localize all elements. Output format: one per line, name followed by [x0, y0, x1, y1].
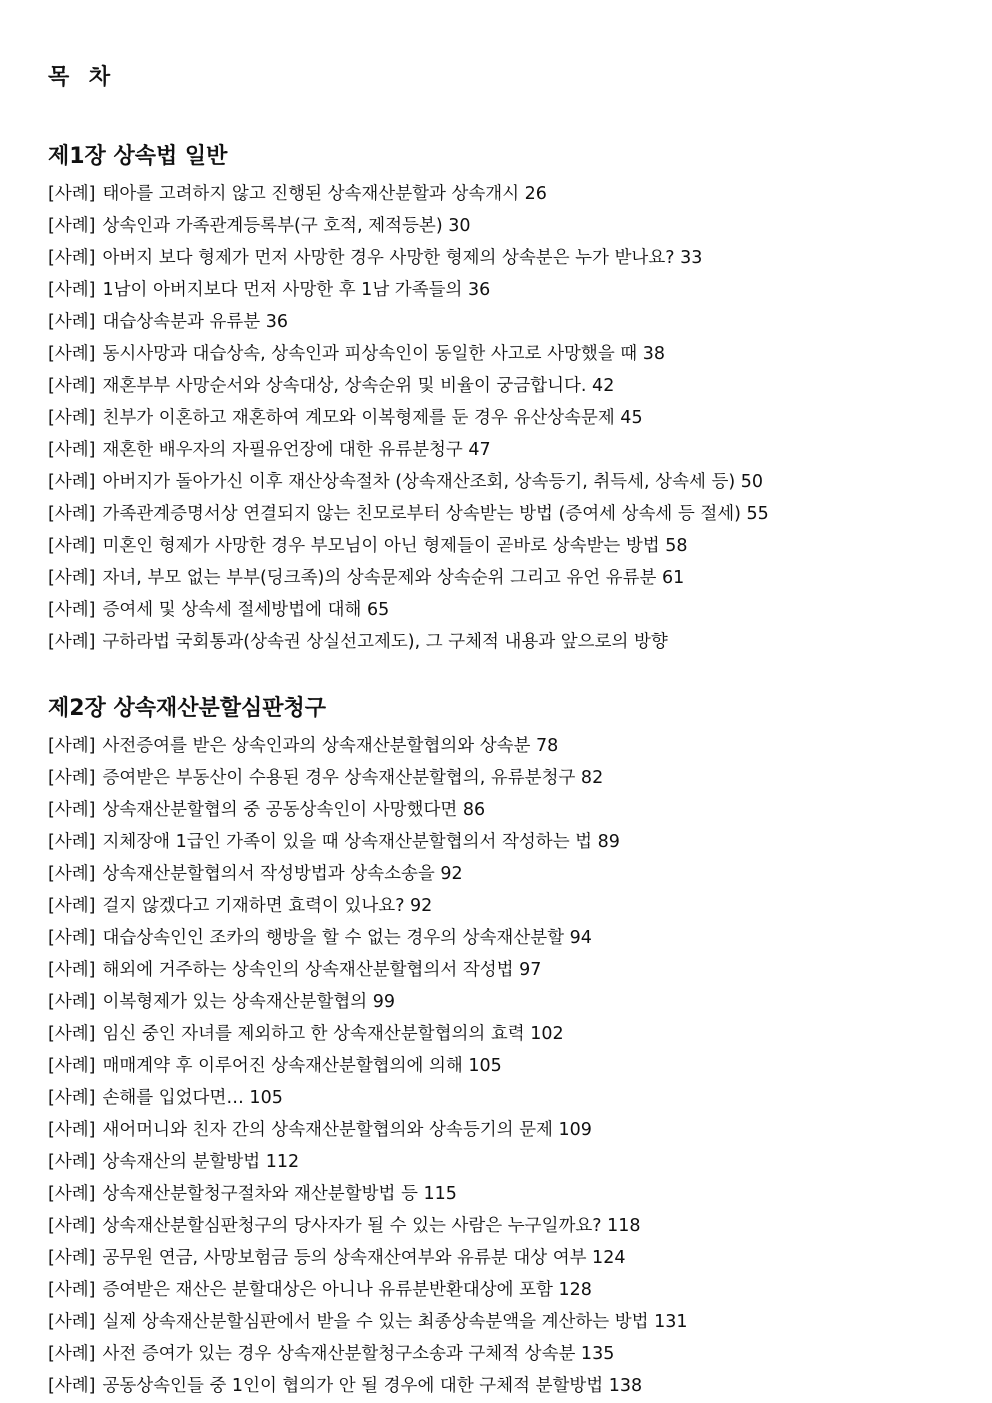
- toc-entry: [48, 762, 968, 794]
- entry-tag: [사례]: [48, 312, 96, 332]
- entry-tag: [사례]: [48, 992, 96, 1012]
- entry-tag: [사례]: [48, 440, 96, 460]
- toc-entry: [48, 1242, 968, 1274]
- entry-tag: [사례]: [48, 800, 96, 820]
- entry-tag: [사례]: [48, 736, 96, 756]
- entry-tag: [사례]: [48, 1056, 96, 1076]
- entry-tag: [사례]: [48, 344, 96, 364]
- entry-text: 가족관계증명서상 연결되지 않는 친모로부터 상속받는 방법 (증여세 상속세 등 절세) 55: [102, 504, 769, 524]
- entry-tag: [사례]: [48, 280, 96, 300]
- entry-tag: [사례]: [48, 896, 96, 916]
- entry-text: 아버지가 돌아가신 이후 재산상속절차 (상속재산조회, 상속등기, 취득세, 상속세 등) 50: [102, 472, 764, 492]
- entry-tag: [사례]: [48, 1312, 96, 1332]
- toc-entry: [48, 858, 968, 890]
- entry-tag: [사례]: [48, 408, 96, 428]
- entry-tag: [사례]: [48, 864, 96, 884]
- toc-entry: [48, 530, 968, 562]
- toc-entry: [48, 274, 968, 306]
- toc-entry: [48, 1274, 968, 1306]
- entry-text: 사전증여를 받은 상속인과의 상속재산분할협의와 상속분 78: [102, 736, 559, 756]
- entry-tag: [사례]: [48, 600, 96, 620]
- entry-tag: [사례]: [48, 1376, 96, 1396]
- entry-text: 상속재산분할청구절차와 재산분할방법 등 115: [102, 1184, 457, 1204]
- entry-tag: [사례]: [48, 184, 96, 204]
- toc-entry: [48, 954, 968, 986]
- toc-entry: [48, 370, 968, 402]
- entry-text: 동시사망과 대습상속, 상속인과 피상속인이 동일한 사고로 사망했을 때 38: [102, 344, 666, 364]
- entry-tag: [사례]: [48, 1248, 96, 1268]
- entry-text: 자녀, 부모 없는 부부(딩크족)의 상속문제와 상속순위 그리고 유언 유류분 61: [102, 568, 685, 588]
- entry-tag: [사례]: [48, 928, 96, 948]
- entry-text: 상속재산분할협의 중 공동상속인이 사망했다면 86: [102, 800, 486, 820]
- toc-entry: [48, 922, 968, 954]
- entry-text: 임신 중인 자녀를 제외하고 한 상속재산분할협의의 효력 102: [102, 1024, 564, 1044]
- entry-tag: [사례]: [48, 1280, 96, 1300]
- entry-tag: [사례]: [48, 1024, 96, 1044]
- toc-entry: [48, 730, 968, 762]
- chapter-title: 제1장 상속법 일반: [48, 144, 228, 169]
- entry-tag: [사례]: [48, 1088, 96, 1108]
- entry-tag: [사례]: [48, 376, 96, 396]
- toc-entry: [48, 1338, 968, 1370]
- entry-tag: [사례]: [48, 768, 96, 788]
- entry-text: 아버지 보다 형제가 먼저 사망한 경우 사망한 형제의 상속분은 누가 받나요? 33: [102, 248, 703, 268]
- toc-entry: [48, 434, 968, 466]
- entry-text: 새어머니와 친자 간의 상속재산분할협의와 상속등기의 문제 109: [102, 1120, 592, 1140]
- toc-entry: [48, 1370, 968, 1402]
- toc-entry: [48, 1082, 968, 1114]
- entry-text: 손해를 입었다면… 105: [102, 1088, 283, 1108]
- toc-entry: [48, 498, 968, 530]
- entry-text: 구하라법 국회통과(상속권 상실선고제도), 그 구체적 내용과 앞으로의 방향: [102, 632, 668, 652]
- entry-text: 실제 상속재산분할심판에서 받을 수 있는 최종상속분액을 계산하는 방법 131: [102, 1312, 688, 1332]
- toc-entry: [48, 1050, 968, 1082]
- entry-tag: [사례]: [48, 504, 96, 524]
- entry-tag: [사례]: [48, 472, 96, 492]
- toc-entry: [48, 1146, 968, 1178]
- entry-list: [48, 178, 968, 658]
- entry-text: 지체장애 1급인 가족이 있을 때 상속재산분할협의서 작성하는 법 89: [102, 832, 620, 852]
- entry-list: [48, 730, 968, 1402]
- toc-entry: [48, 242, 968, 274]
- entry-tag: [사례]: [48, 1120, 96, 1140]
- toc-entry: [48, 1114, 968, 1146]
- entry-text: 대습상속분과 유류분 36: [102, 312, 289, 332]
- entry-tag: [사례]: [48, 1184, 96, 1204]
- entry-tag: [사례]: [48, 568, 96, 588]
- toc-entry: [48, 562, 968, 594]
- entry-text: 1남이 아버지보다 먼저 사망한 후 1남 가족들의 36: [102, 280, 491, 300]
- document-title: 목 차: [48, 65, 117, 90]
- entry-text: 걸지 않겠다고 기재하면 효력이 있나요? 92: [102, 896, 433, 916]
- toc-entry: [48, 1210, 968, 1242]
- toc-entry: [48, 402, 968, 434]
- entry-tag: [사례]: [48, 536, 96, 556]
- toc-entry: [48, 210, 968, 242]
- entry-text: 증여세 및 상속세 절세방법에 대해 65: [102, 600, 390, 620]
- chapter-1: [48, 140, 968, 658]
- entry-tag: [사례]: [48, 632, 96, 652]
- entry-text: 재혼부부 사망순서와 상속대상, 상속순위 및 비율이 궁금합니다. 42: [102, 376, 615, 396]
- entry-tag: [사례]: [48, 1216, 96, 1236]
- entry-text: 매매계약 후 이루어진 상속재산분할협의에 의해 105: [102, 1056, 502, 1076]
- toc-entry: [48, 338, 968, 370]
- entry-text: 공동상속인들 중 1인이 협의가 안 될 경우에 대한 구체적 분할방법 138: [102, 1376, 643, 1396]
- entry-text: 해외에 거주하는 상속인의 상속재산분할협의서 작성법 97: [102, 960, 542, 980]
- toc-entry: [48, 466, 968, 498]
- toc-entry: [48, 890, 968, 922]
- entry-text: 상속재산분할협의서 작성방법과 상속소송을 92: [102, 864, 463, 884]
- entry-text: 상속재산분할심판청구의 당사자가 될 수 있는 사람은 누구일까요? 118: [102, 1216, 641, 1236]
- chapter-title: 제2장 상속재산분할심판청구: [48, 696, 326, 721]
- toc-entry: [48, 826, 968, 858]
- entry-text: 상속재산의 분할방법 112: [102, 1152, 300, 1172]
- entry-tag: [사례]: [48, 960, 96, 980]
- entry-text: 이복형제가 있는 상속재산분할협의 99: [102, 992, 395, 1012]
- entry-text: 공무원 연금, 사망보험금 등의 상속재산여부와 유류분 대상 여부 124: [102, 1248, 626, 1268]
- entry-text: 대습상속인인 조카의 행방을 할 수 없는 경우의 상속재산분할 94: [102, 928, 592, 948]
- toc-entry: [48, 306, 968, 338]
- chapter-2: [48, 692, 968, 1402]
- entry-text: 증여받은 재산은 분할대상은 아니나 유류분반환대상에 포함 128: [102, 1280, 592, 1300]
- entry-text: 사전 증여가 있는 경우 상속재산분할청구소송과 구체적 상속분 135: [102, 1344, 615, 1364]
- toc-entry: [48, 626, 968, 658]
- toc-entry: [48, 178, 968, 210]
- toc-entry: [48, 794, 968, 826]
- toc-entry: [48, 1018, 968, 1050]
- entry-text: 재혼한 배우자의 자필유언장에 대한 유류분청구 47: [102, 440, 491, 460]
- entry-text: 미혼인 형제가 사망한 경우 부모님이 아닌 형제들이 곧바로 상속받는 방법 58: [102, 536, 688, 556]
- entry-tag: [사례]: [48, 216, 96, 236]
- entry-text: 태아를 고려하지 않고 진행된 상속재산분할과 상속개시 26: [102, 184, 547, 204]
- toc-entry: [48, 1306, 968, 1338]
- entry-tag: [사례]: [48, 832, 96, 852]
- entry-text: 친부가 이혼하고 재혼하여 계모와 이복형제를 둔 경우 유산상속문제 45: [102, 408, 643, 428]
- entry-tag: [사례]: [48, 1152, 96, 1172]
- toc-entry: [48, 986, 968, 1018]
- entry-text: 상속인과 가족관계등록부(구 호적, 제적등본) 30: [102, 216, 471, 236]
- toc-entry: [48, 594, 968, 626]
- entry-tag: [사례]: [48, 1344, 96, 1364]
- toc-entry: [48, 1178, 968, 1210]
- entry-text: 증여받은 부동산이 수용된 경우 상속재산분할협의, 유류분청구 82: [102, 768, 604, 788]
- entry-tag: [사례]: [48, 248, 96, 268]
